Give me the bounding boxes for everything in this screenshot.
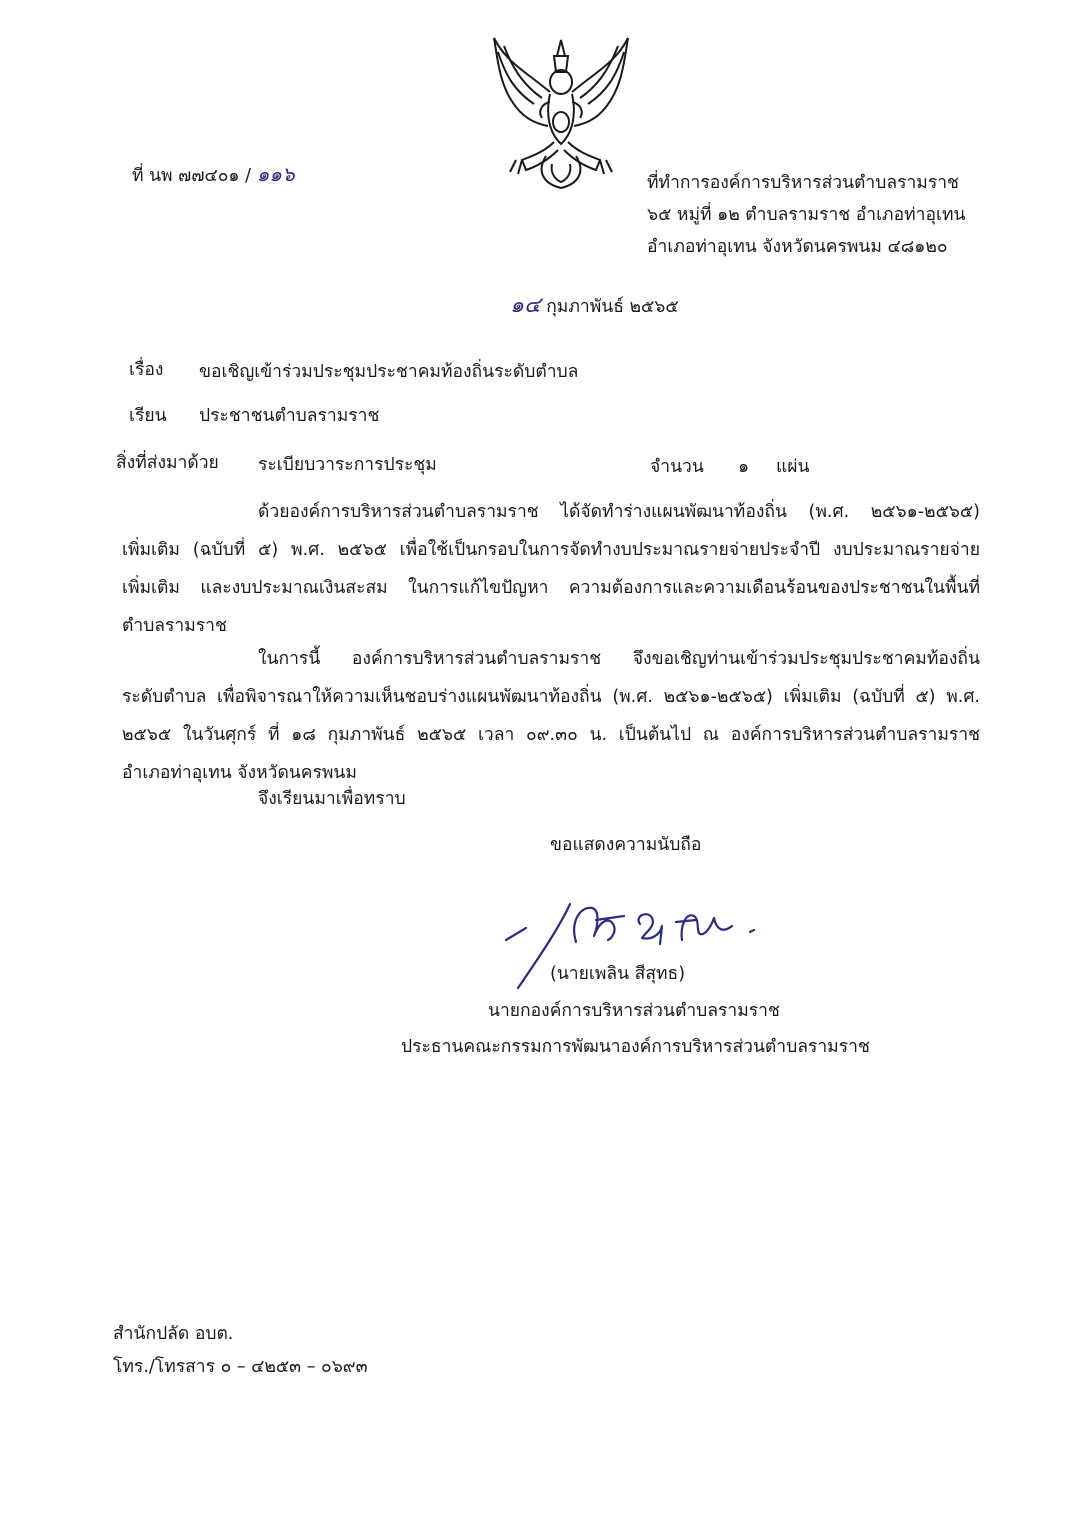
reference-handwritten-number: ๑๑๖ [256,162,295,186]
subject-label: เรื่อง [129,360,164,380]
complimentary-close: ขอแสดงความนับถือ [550,835,702,855]
enclosure-unit: แผ่น [776,457,810,477]
paragraph-1-line-2: เพิ่มเติม (ฉบับที่ ๕) พ.ศ. ๒๕๖๕ เพื่อใช้เป็นกรอบในการจัดทำงบประมาณรายจ่ายประจำปี งบประมาณรายจ่าย [122,540,980,560]
signatory-title-2: ประธานคณะกรรมการพัฒนาองค์การบริหารส่วนตำบลรามราช [401,1037,870,1057]
sender-address-line-1: ที่ทำการองค์การบริหารส่วนตำบลรามราช [647,173,959,193]
enclosure-qty-label: จำนวน [650,457,704,477]
reference-number [132,163,295,187]
sender-address-line-3: อำเภอท่าอุเทน จังหวัดนครพนม ๔๘๑๒๐ [647,237,948,257]
enclosure-label: สิ่งที่ส่งมาด้วย [116,453,219,473]
closing-line: จึงเรียนมาเพื่อทราบ [258,789,406,809]
paragraph-1-line-1: ด้วยองค์การบริหารส่วนตำบลรามราช ได้จัดทำร่างแผนพัฒนาท้องถิ่น (พ.ศ. ๒๕๖๑-๒๕๖๕) [258,502,980,522]
paragraph-2-line-1: ในการนี้ องค์การบริหารส่วนตำบลรามราช จึงขอเชิญท่านเข้าร่วมประชุมประชาคมท้องถิ่น [258,649,980,669]
paragraph-2-line-2: ระดับตำบล เพื่อพิจารณาให้ความเห็นชอบร่างแผนพัฒนาท้องถิ่น (พ.ศ. ๒๕๖๑-๒๕๖๕) เพิ่มเติม (ฉบับที่ ๕) พ.ศ. [122,687,980,707]
footer-office: สำนักปลัด อบต. [113,1324,234,1344]
body-paragraph-1 [122,493,980,645]
date-month-year: กุมภาพันธ์ ๒๕๖๕ [546,297,679,317]
garuda-emblem-icon [486,32,636,192]
paragraph-2-line-4: อำเภอท่าอุเทน จังหวัดนครพนม [122,763,357,783]
enclosure-text: ระเบียบวาระการประชุม [258,455,437,475]
recipient-label: เรียน [129,406,167,426]
recipient-text: ประชาชนตำบลรามราช [199,406,380,426]
paragraph-1-line-3: เพิ่มเติม และงบประมาณเงินสะสม ในการแก้ไขปัญหา ความต้องการและความเดือนร้อนของประชาชนในพื้นที่ [122,578,980,598]
subject-text: ขอเชิญเข้าร่วมประชุมประชาคมท้องถิ่นระดับตำบล [199,362,579,382]
signatory-name: (นายเพลิน สีสุทธ) [550,964,686,984]
paragraph-2-line-3: ๒๕๖๕ ในวันศุกร์ ที่ ๑๘ กุมภาพันธ์ ๒๕๖๕ เวลา ๐๙.๓๐ น. เป็นต้นไป ณ องค์การบริหารส่วนตำบลรามราช [122,725,980,745]
paragraph-1-line-4: ตำบลรามราช [122,616,227,636]
reference-prefix: ที่ นพ ๗๗๔๐๑ / [132,166,251,186]
signatory-title-1: นายกองค์การบริหารส่วนตำบลรามราช [488,1001,780,1021]
footer-phone: โทร./โทรสาร ๐ – ๔๒๕๓ – ๐๖๙๓ [113,1357,368,1377]
enclosure-qty: ๑ [738,457,750,477]
body-paragraph-2 [122,640,980,792]
sender-address-line-2: ๖๕ หมู่ที่ ๑๒ ตำบลรามราช อำเภอท่าอุเทน [647,205,966,225]
letter-date [510,295,679,318]
date-handwritten-day: ๑๔ [510,293,541,318]
